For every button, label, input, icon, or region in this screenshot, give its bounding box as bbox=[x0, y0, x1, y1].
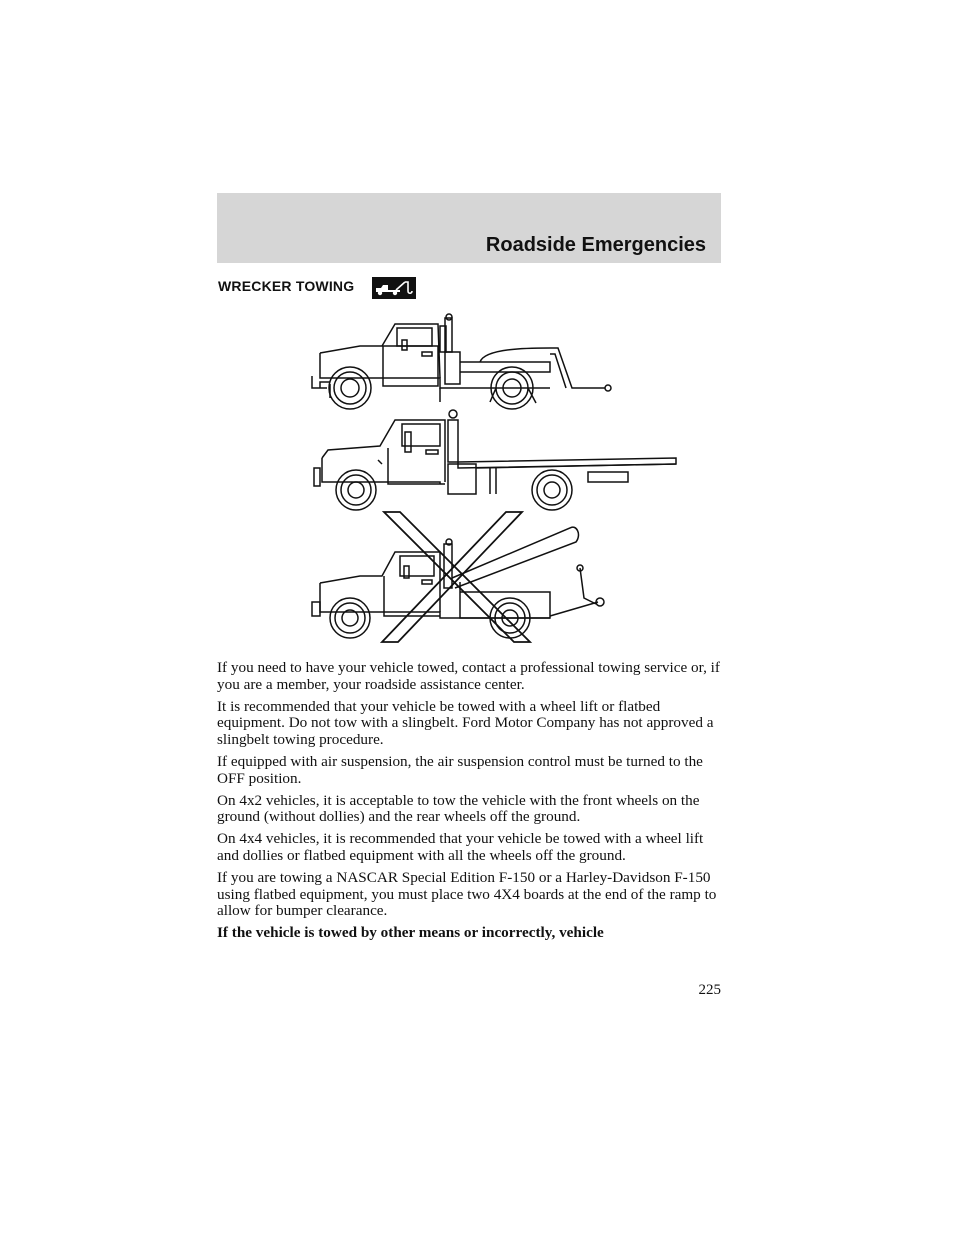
towing-illustrations bbox=[300, 308, 690, 648]
section-heading: WRECKER TOWING bbox=[218, 278, 355, 294]
flatbed-truck-illustration bbox=[314, 410, 676, 510]
slingbelt-truck-illustration bbox=[312, 512, 604, 642]
paragraph: On 4x2 vehicles, it is acceptable to tow the vehicle with the front wheels on the ground (without dollies) and the rear wheels off the ground. bbox=[217, 791, 700, 826]
paragraph: If you need to have your vehicle towed, contact a professional towing service or, if you are a member, your roadside assistance center. bbox=[217, 659, 720, 693]
warning-paragraph: If the vehicle is towed by other means or incorrectly, vehicle bbox=[217, 924, 604, 942]
paragraph: On 4x4 vehicles, it is recommended that your vehicle be towed with a wheel lift and dollies or flatbed equipment with all the wheels off the ground. bbox=[217, 830, 704, 864]
paragraph: It is recommended that your vehicle be towed with a wheel lift or flatbed equipment. Do not tow with a slingbelt. Ford Motor Company has not approved a slingbelt towing procedure. bbox=[217, 697, 714, 749]
wheel-lift-truck-illustration bbox=[312, 314, 611, 409]
header-band bbox=[217, 193, 721, 263]
body-text bbox=[217, 660, 723, 947]
page-title: Roadside Emergencies bbox=[485, 234, 706, 256]
paragraph: If you are towing a NASCAR Special Edition F-150 or a Harley-Davidson F-150 using flatbed equipment, you must place two 4X4 boards at the end of the ramp to allow for bumper clearance. bbox=[217, 868, 717, 920]
tow-truck-icon bbox=[372, 277, 416, 299]
page-number: 225 bbox=[698, 982, 721, 998]
paragraph: If equipped with air suspension, the air suspension control must be turned to the OFF position. bbox=[217, 752, 703, 787]
